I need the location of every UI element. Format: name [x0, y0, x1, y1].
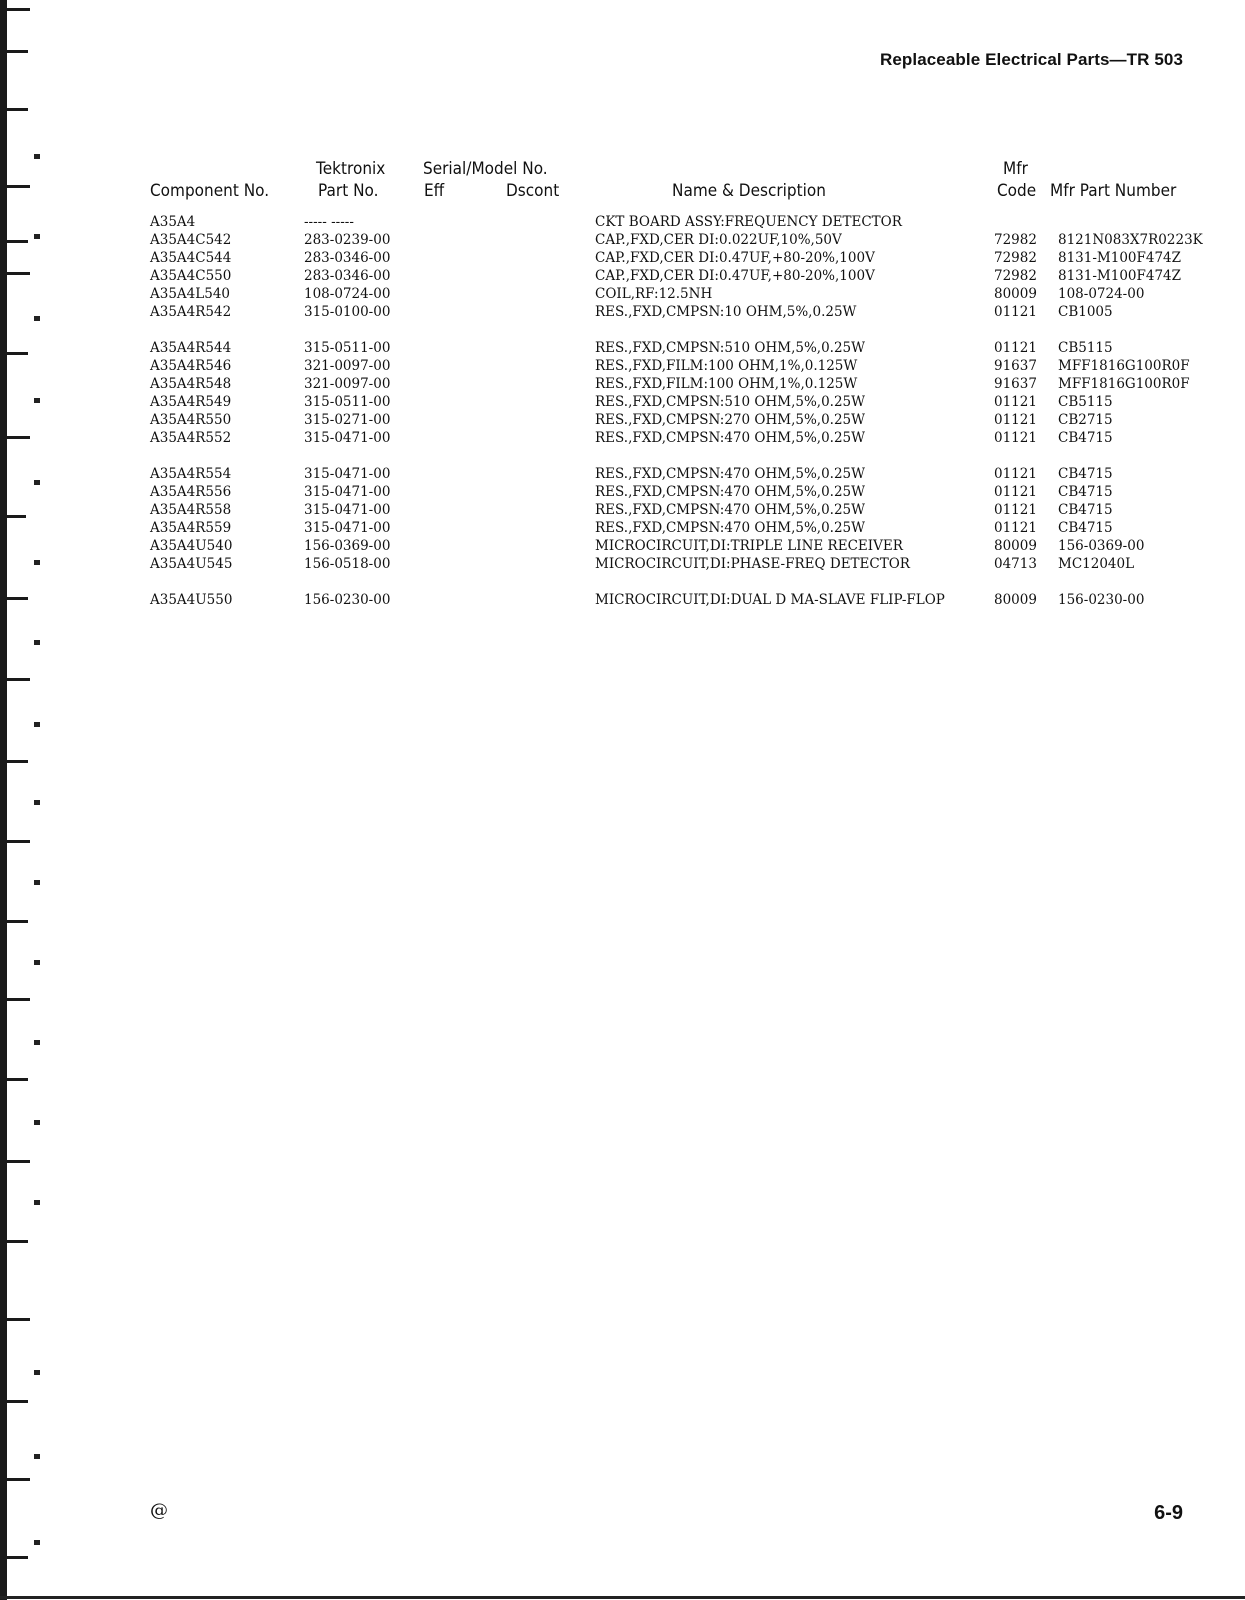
binding-tab [0, 1400, 28, 1403]
part-no-cell: 315-0271-00 [304, 412, 391, 428]
part-no-cell: 283-0239-00 [304, 232, 391, 248]
description-cell: RES.,FXD,CMPSN:10 OHM,5%,0.25W [595, 304, 857, 320]
description-cell: RES.,FXD,CMPSN:510 OHM,5%,0.25W [595, 340, 865, 356]
component-no-cell: A35A4R546 [150, 358, 232, 374]
description-cell: MICROCIRCUIT,DI:PHASE-FREQ DETECTOR [595, 556, 910, 572]
component-no-cell: A35A4R554 [150, 466, 232, 482]
mfr-code-cell: 91637 [994, 358, 1037, 374]
description-cell: RES.,FXD,CMPSN:270 OHM,5%,0.25W [595, 412, 865, 428]
table-row [0, 592, 1245, 610]
mfr-code-cell: 01121 [994, 520, 1037, 536]
component-no-cell: A35A4R550 [150, 412, 232, 428]
col-description-header: Name & Description [672, 181, 826, 201]
mfr-code-cell: 01121 [994, 340, 1037, 356]
description-cell: RES.,FXD,CMPSN:470 OHM,5%,0.25W [595, 466, 865, 482]
part-no-cell: 315-0511-00 [304, 340, 391, 356]
component-no-cell: A35A4U545 [150, 556, 233, 572]
mfr-code-cell: 01121 [994, 412, 1037, 428]
table-row [0, 556, 1245, 574]
part-no-cell: 321-0097-00 [304, 376, 391, 392]
part-no-cell: 315-0471-00 [304, 520, 391, 536]
component-no-cell: A35A4R552 [150, 430, 232, 446]
part-no-cell: 283-0346-00 [304, 250, 391, 266]
mfr-code-cell: 80009 [994, 592, 1037, 608]
mfr-code-cell: 01121 [994, 502, 1037, 518]
description-cell: RES.,FXD,CMPSN:470 OHM,5%,0.25W [595, 520, 865, 536]
part-no-cell: 315-0471-00 [304, 430, 391, 446]
component-no-cell: A35A4R556 [150, 484, 232, 500]
mfr-part-cell: 8131-M100F474Z [1058, 268, 1182, 284]
binding-tab [0, 998, 30, 1001]
description-cell: RES.,FXD,FILM:100 OHM,1%,0.125W [595, 376, 858, 392]
description-cell: RES.,FXD,CMPSN:510 OHM,5%,0.25W [595, 394, 865, 410]
table-row [0, 232, 1245, 250]
col-mfr-code-header: Code [997, 181, 1037, 201]
mfr-part-cell: CB4715 [1058, 502, 1113, 518]
mfr-part-cell: MFF1816G100R0F [1058, 376, 1190, 392]
binding-tab [0, 1078, 28, 1081]
mfr-part-cell: MC12040L [1058, 556, 1135, 572]
description-cell: CAP.,FXD,CER DI:0.47UF,+80-20%,100V [595, 250, 875, 266]
col-mfr-header: Mfr [1003, 159, 1028, 179]
mfr-part-cell: 156-0230-00 [1058, 592, 1145, 608]
table-row [0, 502, 1245, 520]
table-row [0, 340, 1245, 358]
mfr-part-cell: CB4715 [1058, 430, 1113, 446]
description-cell: CAP.,FXD,CER DI:0.022UF,10%,50V [595, 232, 842, 248]
mfr-code-cell: 72982 [994, 232, 1037, 248]
description-cell: RES.,FXD,FILM:100 OHM,1%,0.125W [595, 358, 858, 374]
part-no-cell: 315-0471-00 [304, 502, 391, 518]
part-no-cell: 315-0471-00 [304, 484, 391, 500]
mfr-code-cell: 01121 [994, 394, 1037, 410]
binding-mark [34, 960, 40, 965]
description-cell: MICROCIRCUIT,DI:DUAL D MA-SLAVE FLIP-FLOP [595, 592, 945, 608]
part-no-cell: 156-0230-00 [304, 592, 391, 608]
part-no-cell: ----- ----- [304, 214, 354, 230]
description-cell: RES.,FXD,CMPSN:470 OHM,5%,0.25W [595, 502, 865, 518]
col-dscont-header: Dscont [506, 181, 560, 201]
mfr-code-cell: 04713 [994, 556, 1037, 572]
mfr-part-cell: 108-0724-00 [1058, 286, 1145, 302]
part-no-cell: 315-0100-00 [304, 304, 391, 320]
binding-tab [0, 1478, 30, 1481]
binding-mark [34, 1370, 40, 1375]
binding-tab [0, 8, 30, 11]
mfr-part-cell: CB2715 [1058, 412, 1113, 428]
binding-mark [34, 800, 40, 805]
mfr-code-cell: 01121 [994, 430, 1037, 446]
mfr-part-cell: CB5115 [1058, 394, 1113, 410]
binding-mark [34, 1200, 40, 1205]
binding-mark [34, 1540, 40, 1545]
mfr-code-cell: 91637 [994, 376, 1037, 392]
part-no-cell: 315-0471-00 [304, 466, 391, 482]
page-header-title: Replaceable Electrical Parts—TR 503 [879, 50, 1183, 69]
mfr-code-cell: 01121 [994, 466, 1037, 482]
component-no-cell: A35A4R549 [150, 394, 232, 410]
binding-mark [34, 154, 40, 159]
table-row [0, 358, 1245, 376]
binding-tab [0, 50, 28, 53]
table-row [0, 250, 1245, 268]
part-no-cell: 108-0724-00 [304, 286, 391, 302]
mfr-part-cell: MFF1816G100R0F [1058, 358, 1190, 374]
table-row [0, 268, 1245, 286]
mfr-code-cell: 80009 [994, 538, 1037, 554]
part-no-cell: 156-0369-00 [304, 538, 391, 554]
mfr-part-cell: CB5115 [1058, 340, 1113, 356]
binding-tab [0, 840, 30, 843]
part-no-cell: 156-0518-00 [304, 556, 391, 572]
component-no-cell: A35A4U550 [150, 592, 233, 608]
description-cell: RES.,FXD,CMPSN:470 OHM,5%,0.25W [595, 484, 865, 500]
table-row [0, 484, 1245, 502]
mfr-part-cell: 156-0369-00 [1058, 538, 1145, 554]
description-cell: MICROCIRCUIT,DI:TRIPLE LINE RECEIVER [595, 538, 903, 554]
mfr-part-cell: CB4715 [1058, 466, 1113, 482]
description-cell: CAP.,FXD,CER DI:0.47UF,+80-20%,100V [595, 268, 875, 284]
col-mfr-part-header: Mfr Part Number [1050, 181, 1177, 201]
table-row [0, 304, 1245, 322]
table-row [0, 466, 1245, 484]
mfr-code-cell: 72982 [994, 268, 1037, 284]
description-cell: CKT BOARD ASSY:FREQUENCY DETECTOR [595, 214, 902, 230]
mfr-part-cell: CB4715 [1058, 520, 1113, 536]
table-row [0, 412, 1245, 430]
binding-tab [0, 920, 28, 923]
component-no-cell: A35A4C544 [150, 250, 232, 266]
component-no-cell: A35A4C550 [150, 268, 232, 284]
table-row [0, 394, 1245, 412]
mfr-part-cell: CB4715 [1058, 484, 1113, 500]
table-row [0, 430, 1245, 448]
bottom-rule [0, 1596, 1245, 1599]
table-row [0, 214, 1245, 232]
binding-tab [0, 760, 28, 763]
table-row [0, 286, 1245, 304]
component-no-cell: A35A4R559 [150, 520, 232, 536]
component-no-cell: A35A4R544 [150, 340, 232, 356]
part-no-cell: 283-0346-00 [304, 268, 391, 284]
binding-tab [0, 108, 28, 111]
component-no-cell: A35A4R542 [150, 304, 232, 320]
mfr-part-cell: 8131-M100F474Z [1058, 250, 1182, 266]
component-no-cell: A35A4 [150, 214, 196, 230]
binding-tab [0, 678, 30, 681]
component-no-cell: A35A4C542 [150, 232, 232, 248]
mfr-code-cell: 72982 [994, 250, 1037, 266]
mfr-code-cell: 80009 [994, 286, 1037, 302]
mfr-part-cell: CB1005 [1058, 304, 1113, 320]
mfr-code-cell: 01121 [994, 304, 1037, 320]
part-no-cell: 315-0511-00 [304, 394, 391, 410]
mfr-code-cell: 01121 [994, 484, 1037, 500]
binding-mark [34, 722, 40, 727]
binding-tab [0, 1318, 30, 1321]
binding-tab [0, 1240, 28, 1243]
component-no-cell: A35A4L540 [150, 286, 230, 302]
component-no-cell: A35A4U540 [150, 538, 233, 554]
binding-mark [34, 1120, 40, 1125]
col-tektronix-header: Tektronix [316, 159, 386, 179]
binding-mark [34, 880, 40, 885]
footer-mark: @ [150, 1500, 168, 1521]
binding-tab [0, 185, 30, 188]
binding-tab [0, 1160, 30, 1163]
table-row [0, 376, 1245, 394]
table-row [0, 520, 1245, 538]
col-part-no-header: Part No. [318, 181, 379, 201]
binding-mark [34, 640, 40, 645]
part-no-cell: 321-0097-00 [304, 358, 391, 374]
col-eff-header: Eff [424, 181, 445, 201]
description-cell: RES.,FXD,CMPSN:470 OHM,5%,0.25W [595, 430, 865, 446]
binding-tab [0, 1556, 28, 1559]
col-component-header: Component No. [150, 181, 270, 201]
binding-mark [34, 1040, 40, 1045]
mfr-part-cell: 8121N083X7R0223K [1058, 232, 1203, 248]
col-serial-model-header: Serial/Model No. [423, 159, 548, 179]
component-no-cell: A35A4R558 [150, 502, 232, 518]
description-cell: COIL,RF:12.5NH [595, 286, 713, 302]
table-row [0, 538, 1245, 556]
binding-mark [34, 1454, 40, 1459]
component-no-cell: A35A4R548 [150, 376, 232, 392]
page-number: 6-9 [1154, 1502, 1183, 1524]
